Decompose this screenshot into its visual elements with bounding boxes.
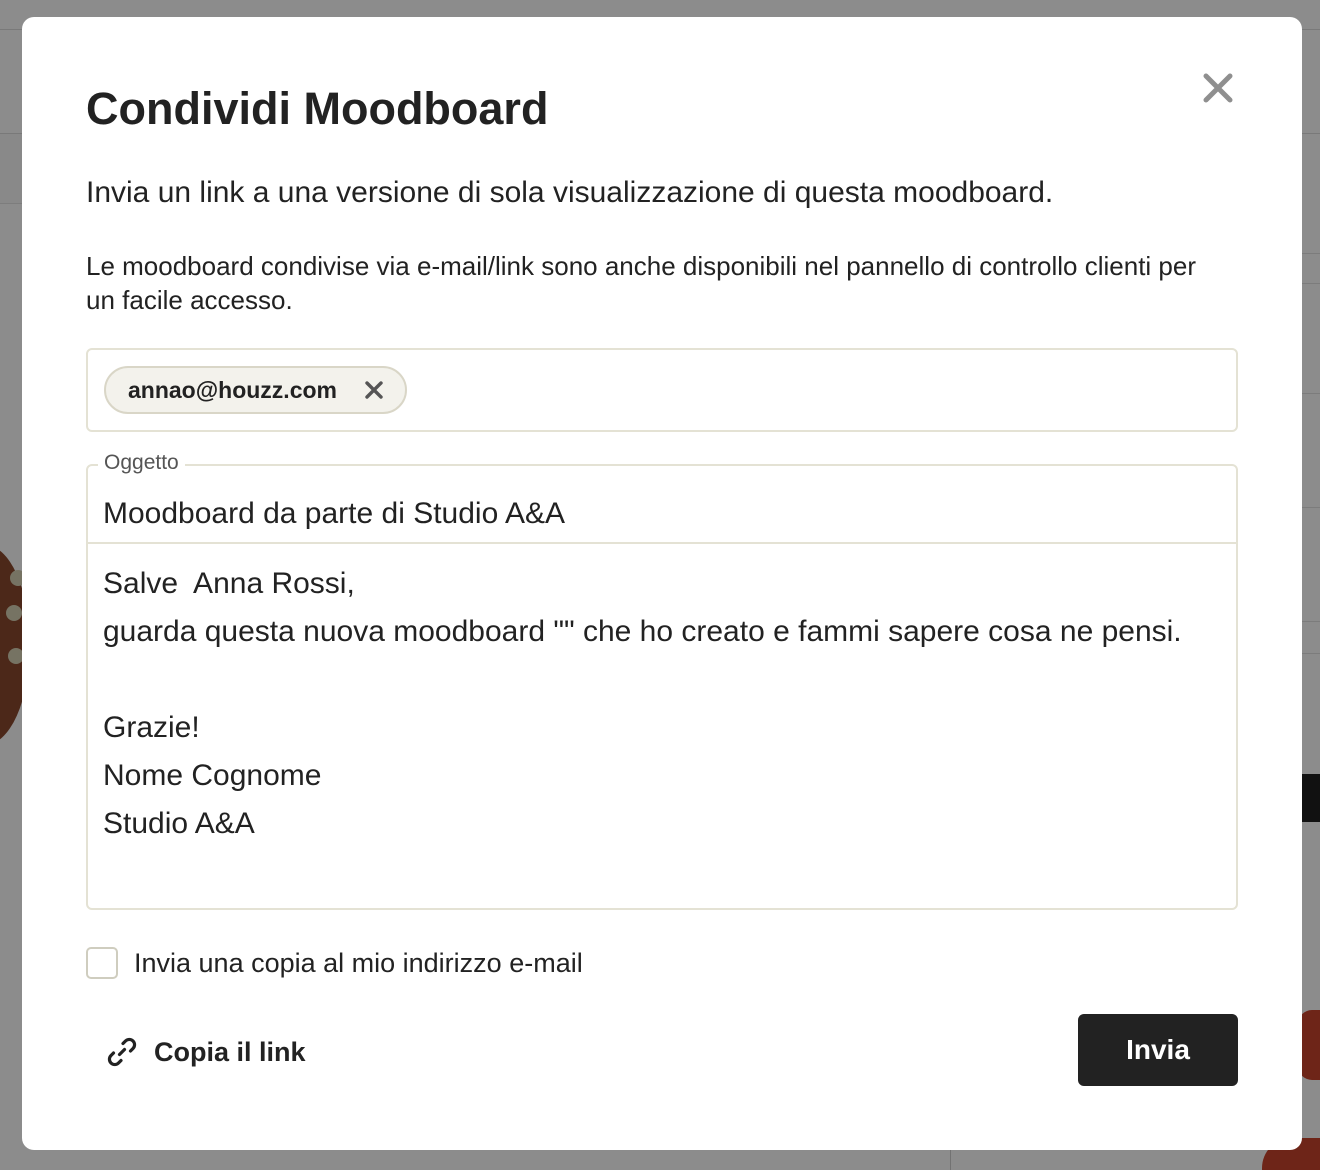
send-copy-label[interactable]: Invia una copia al mio indirizzo e-mail (134, 947, 583, 978)
message-line: Nome Cognome (103, 759, 322, 792)
send-copy-checkbox[interactable] (86, 947, 118, 979)
dialog-info-text: Le moodboard condivise via e-mail/link sono anche disponibili nel pannello di controllo clienti per un facile accesso. (86, 251, 1196, 315)
message-line: guarda questa nuova moodboard "" che ho creato e fammi sapere cosa ne pensi. (103, 615, 1182, 648)
message-line: Grazie! (103, 711, 200, 744)
copy-link-button[interactable] (106, 1032, 306, 1072)
recipients-input[interactable] (86, 348, 1238, 432)
share-moodboard-dialog (22, 17, 1302, 1150)
message-line: Salve Anna Rossi, (103, 567, 355, 600)
remove-recipient-button[interactable] (363, 379, 385, 401)
close-button[interactable] (1192, 67, 1244, 109)
message-line (103, 656, 1221, 704)
message-line: Studio A&A (103, 807, 255, 840)
send-copy-option (86, 946, 583, 980)
recipient-email: annao@houzz.com (128, 376, 337, 403)
close-icon (365, 381, 383, 399)
dialog-subtitle: Invia un link a una versione di sola visualizzazione di questa moodboard. (86, 176, 1054, 209)
copy-link-label: Copia il link (154, 1036, 306, 1067)
message-textarea[interactable] (88, 544, 1236, 908)
subject-label: Oggetto (98, 451, 185, 475)
link-icon (106, 1036, 138, 1068)
dialog-title: Condividi Moodboard (86, 83, 549, 134)
compose-box (86, 451, 1238, 910)
close-icon (1201, 71, 1235, 105)
subject-input[interactable] (88, 466, 1236, 544)
recipient-chip (104, 366, 407, 414)
send-button[interactable]: Invia (1078, 1014, 1238, 1086)
